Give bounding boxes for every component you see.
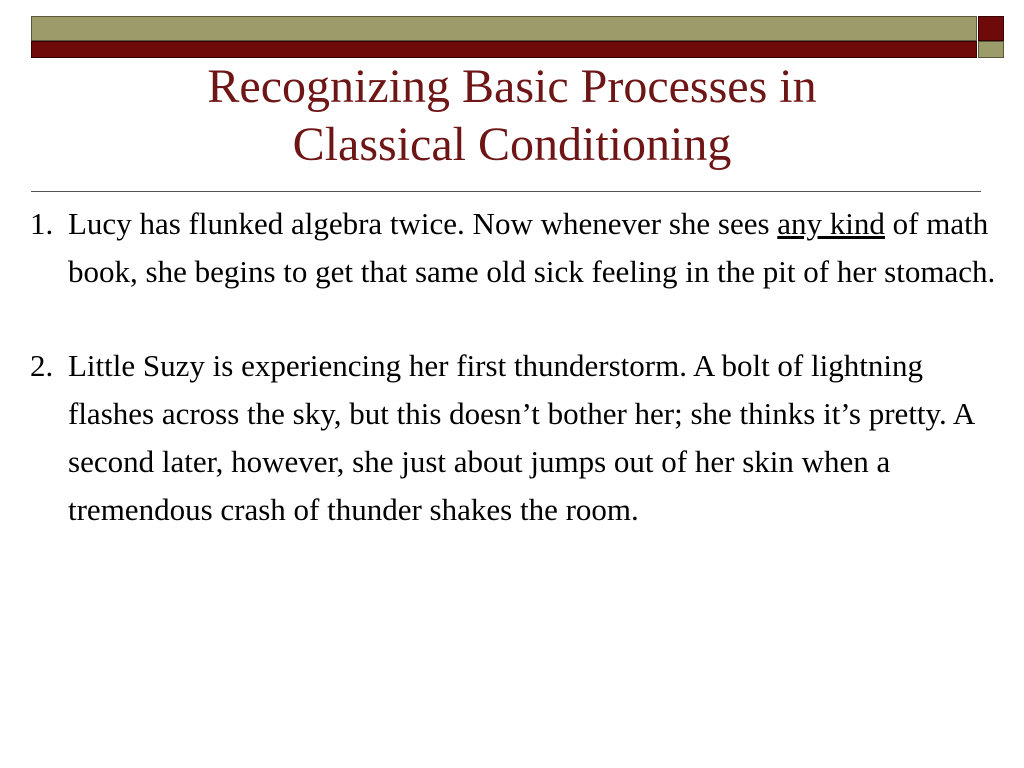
slide-title [40, 58, 984, 174]
list-item-number: 2. [30, 348, 54, 383]
header-olive-square [978, 41, 1004, 58]
title-divider [31, 191, 981, 192]
slide-body [30, 200, 998, 534]
list-item-number: 1. [30, 206, 54, 241]
list-item-text-start: Lucy has flunked algebra twice. Now whenever she sees [68, 206, 778, 241]
underlined-emphasis: any kind [777, 206, 885, 241]
slide-title-line-2: Classical Conditioning [292, 118, 732, 171]
list-item-text-end: of math book, she begins to get that same old sick feeling in the pit of her stomach. [68, 206, 996, 289]
list-item-2 [30, 342, 998, 534]
list-item-1 [30, 200, 998, 296]
slide-title-line-1: Recognizing Basic Processes in [207, 60, 817, 113]
header-maroon-bar [31, 41, 977, 58]
header-maroon-square [978, 16, 1004, 41]
list-item-text: Little Suzy is experiencing her first thunderstorm. A bolt of lightning flashes across the sky, but this doesn’t bother her; she thinks it’s pretty. A second later, however, she just about jumps out of her skin when a tremendous crash of thunder shakes the room. [68, 348, 974, 527]
header-olive-bar [31, 16, 977, 41]
